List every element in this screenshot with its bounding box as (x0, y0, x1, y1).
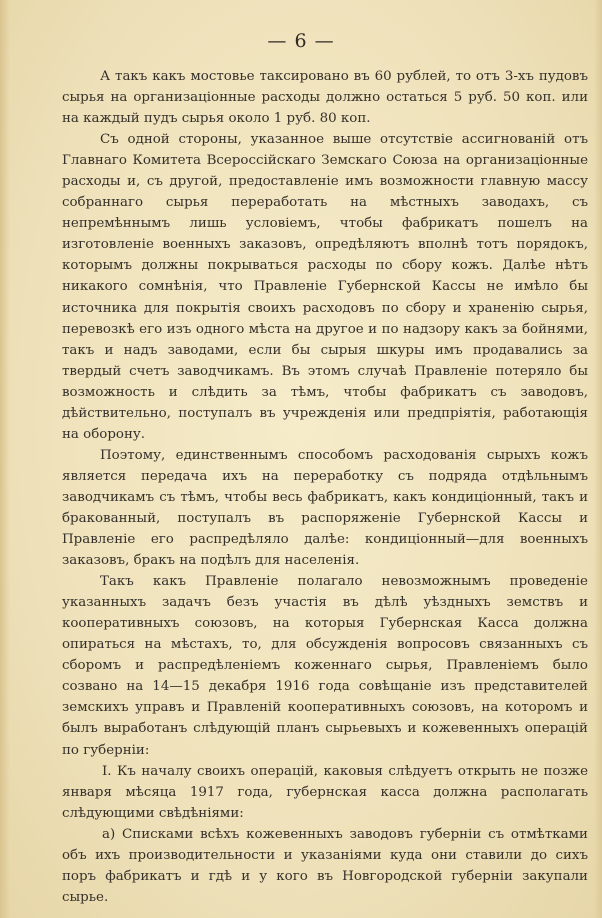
document-body (62, 66, 588, 908)
paragraph-cost-calculation: А такъ какъ мостовье таксировано въ 60 рублей, то отъ 3-хъ пудовъ сырья на организацiонные расходы должно остаться 5 руб. 50 коп. или на каждый пудъ сырья около 1 руб. 80 коп. (62, 69, 588, 127)
page-number: — 6 — (267, 30, 335, 52)
plan-item-1a: а) Списками всѣхъ кожевенныхъ заводовъ губернiи съ отмѣтками объ ихъ производительности и указанiями куда они ставили до сихъ поръ фабрикатъ и гдѣ и у кого въ Новгородской губернiи закупали сырье. (62, 826, 588, 905)
paragraph-conference: Такъ какъ Правленiе полагало невозможнымъ проведенiе указанныхъ задачъ безъ участiя въ дѣлѣ уѣздныхъ земствъ и кооперативныхъ союзовъ, на которыя Губернская Касса должна опираться на мѣстахъ, то, для обсужденiя вопросовъ связанныхъ съ сборомъ и распредѣленiемъ коженнаго сырья, Правленiемъ было созвано на 14—15 декабря 1916 года совѣщанiе изъ представителей земскихъ управъ и Правленiй кооперативныхъ союзовъ, на которомъ и былъ выработанъ слѣдующiй планъ сырьевыхъ и кожевенныхъ операцiй по губернiи: (62, 574, 588, 758)
plan-item-1: I. Къ началу своихъ операцiй, каковыя слѣдуетъ открыть не позже января мѣсяца 1917 года, губернская касса должна располагать слѣдующими свѣдѣнiями: (62, 763, 588, 821)
paragraph-processing-method: Поэтому, единственнымъ способомъ расходованiя сырыхъ кожъ является передача ихъ на переработку съ подряда отдѣльнымъ заводчикамъ съ тѣмъ, чтобы весь фабрикатъ, какъ кондицiонный, такъ и бракованный, поступалъ въ распоряженiе Губернской Кассы и Правленiе его распредѣляло далѣе: кондицiонный—для военныхъ заказовъ, бракъ на подѣлъ для населенiя. (62, 447, 588, 569)
paragraph-organization-expenses: Съ одной стороны, указанное выше отсутствiе ассигнованiй отъ Главнаго Комитета Всероссiйскаго Земскаго Союза на организацiонные расходы и, съ другой, предоставленiе имъ возможности главную массу собраннаго сырья переработать на мѣстныхъ заводахъ, съ непремѣннымъ лишь условiемъ, чтобы фабрикатъ пошелъ на изготовленiе военныхъ заказовъ, опредѣляютъ вполнѣ тотъ порядокъ, которымъ должны покрываться расходы по сбору кожъ. Далѣе нѣтъ никакого сомнѣнiя, что Правленiе Губернской Кассы не имѣло бы источника для покрытiя своихъ расходовъ по сбору и храненiю сырья, перевозкѣ его изъ одного мѣста на другое и по надзору какъ за бойнями, такъ и надъ заводами, если бы сырыя шкуры имъ продавались за твердый счетъ заводчикамъ. Въ этомъ случаѣ Правленiе потеряло бы возможность и слѣдить за тѣмъ, чтобы фабрикатъ съ заводовъ, дѣйствительно, поступалъ въ учрежденiя или предпрiятiя, работающiя на оборону. (62, 132, 588, 442)
